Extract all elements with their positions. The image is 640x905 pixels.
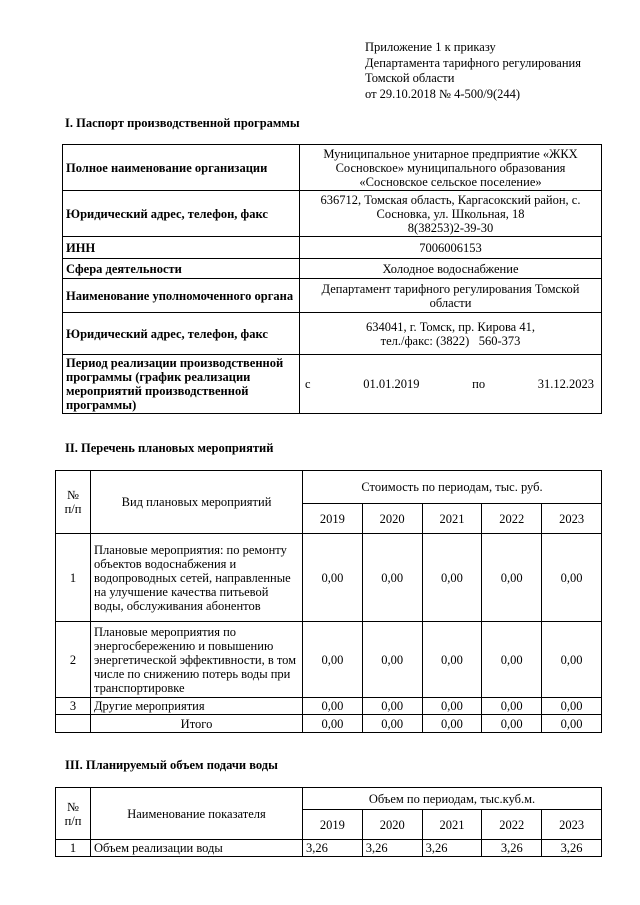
year-header: 2022 [482, 504, 542, 534]
cell-value: 0,00 [303, 622, 363, 698]
col-cost-header: Стоимость по периодам, тыс. руб. [303, 471, 602, 504]
passport-value: Холодное водоснабжение [300, 259, 602, 279]
cell-value: 0,00 [542, 698, 602, 715]
passport-value: 636712, Томская область, Каргасокский район, с. Сосновка, ул. Школьная, 18 8(38253)2-39-30 [300, 191, 602, 237]
period-to-date: 31.12.2023 [537, 376, 594, 391]
year-header: 2023 [542, 810, 602, 840]
row-name: Плановые мероприятия по энергосбережению и повышению энергетической эффективности, в том числе по снижению потерь воды при транспортировке [91, 622, 303, 698]
cell-value: 0,00 [422, 622, 482, 698]
year-header: 2023 [542, 504, 602, 534]
total-value: 0,00 [422, 715, 482, 733]
cell-value: 0,00 [482, 622, 542, 698]
cell-value: 3,26 [482, 840, 542, 857]
row-num: 1 [56, 840, 91, 857]
total-value: 0,00 [303, 715, 363, 733]
col-num-header: № п/п [56, 471, 91, 534]
passport-label: Юридический адрес, телефон, факс [63, 313, 300, 355]
period-from-word: с [305, 376, 311, 391]
period-value [300, 355, 602, 414]
section-2-title: II. Перечень плановых мероприятий [65, 441, 274, 455]
year-header: 2019 [303, 504, 363, 534]
passport-label: Наименование уполномоченного органа [63, 279, 300, 313]
section-1-title: I. Паспорт производственной программы [65, 116, 300, 130]
total-label: Итого [91, 715, 303, 733]
cell-value: 0,00 [362, 534, 422, 622]
row-num: 1 [56, 534, 91, 622]
cell-value: 0,00 [422, 534, 482, 622]
section-3-title: III. Планируемый объем подачи воды [65, 758, 278, 772]
total-value: 0,00 [482, 715, 542, 733]
cell-value: 0,00 [362, 698, 422, 715]
row-num [56, 715, 91, 733]
passport-label: Юридический адрес, телефон, факс [63, 191, 300, 237]
year-header: 2020 [362, 810, 422, 840]
cell-value: 0,00 [422, 698, 482, 715]
year-header: 2019 [303, 810, 363, 840]
col-num-header: № п/п [56, 788, 91, 840]
year-header: 2021 [422, 504, 482, 534]
water-volume-table [55, 787, 602, 857]
col-name-header: Вид плановых мероприятий [91, 471, 303, 534]
passport-value: Муниципальное унитарное предприятие «ЖКХ Сосновское» муниципального образования «Сосновское сельское поселение» [300, 145, 602, 191]
row-name: Объем реализации воды [91, 840, 303, 857]
cell-value: 3,26 [542, 840, 602, 857]
order-header [365, 40, 581, 102]
period-label: Период реализации производственной программы (график реализации мероприятий производственной программы) [63, 355, 300, 414]
table-row [56, 840, 602, 857]
cell-value: 0,00 [362, 622, 422, 698]
passport-label: Сфера деятельности [63, 259, 300, 279]
row-name: Плановые мероприятия: по ремонту объектов водоснабжения и водопроводных сетей, направленные на улучшение качества питьевой воды, обслуживания абонентов [91, 534, 303, 622]
cell-value: 0,00 [303, 534, 363, 622]
table-row [56, 622, 602, 698]
passport-label: ИНН [63, 237, 300, 259]
cell-value: 3,26 [362, 840, 422, 857]
total-row [56, 715, 602, 733]
row-name: Другие мероприятия [91, 698, 303, 715]
table-row [56, 698, 602, 715]
passport-value: 7006006153 [300, 237, 602, 259]
period-from-date: 01.01.2019 [363, 376, 420, 391]
year-header: 2022 [482, 810, 542, 840]
col-name-header: Наименование показателя [91, 788, 303, 840]
activities-table [55, 470, 602, 733]
cell-value: 0,00 [542, 622, 602, 698]
passport-table [62, 144, 602, 414]
year-header: 2021 [422, 810, 482, 840]
cell-value: 0,00 [482, 534, 542, 622]
passport-value: 634041, г. Томск, пр. Кирова 41, тел./факс: (3822) 560-373 [300, 313, 602, 355]
passport-label: Полное наименование организации [63, 145, 300, 191]
year-header: 2020 [362, 504, 422, 534]
header-line: Томской области [365, 71, 455, 85]
col-volume-header: Объем по периодам, тыс.куб.м. [303, 788, 602, 810]
cell-value: 3,26 [303, 840, 363, 857]
header-line: Приложение 1 к приказу [365, 40, 496, 54]
cell-value: 0,00 [542, 534, 602, 622]
header-line: Департамента тарифного регулирования [365, 55, 581, 70]
passport-value: Департамент тарифного регулирования Томской области [300, 279, 602, 313]
cell-value: 3,26 [422, 840, 482, 857]
header-line: от 29.10.2018 № 4-500/9(244) [365, 86, 521, 101]
period-to-word: по [472, 376, 486, 391]
row-num: 3 [56, 698, 91, 715]
table-row [56, 534, 602, 622]
row-num: 2 [56, 622, 91, 698]
cell-value: 0,00 [482, 698, 542, 715]
total-value: 0,00 [362, 715, 422, 733]
cell-value: 0,00 [303, 698, 363, 715]
total-value: 0,00 [542, 715, 602, 733]
